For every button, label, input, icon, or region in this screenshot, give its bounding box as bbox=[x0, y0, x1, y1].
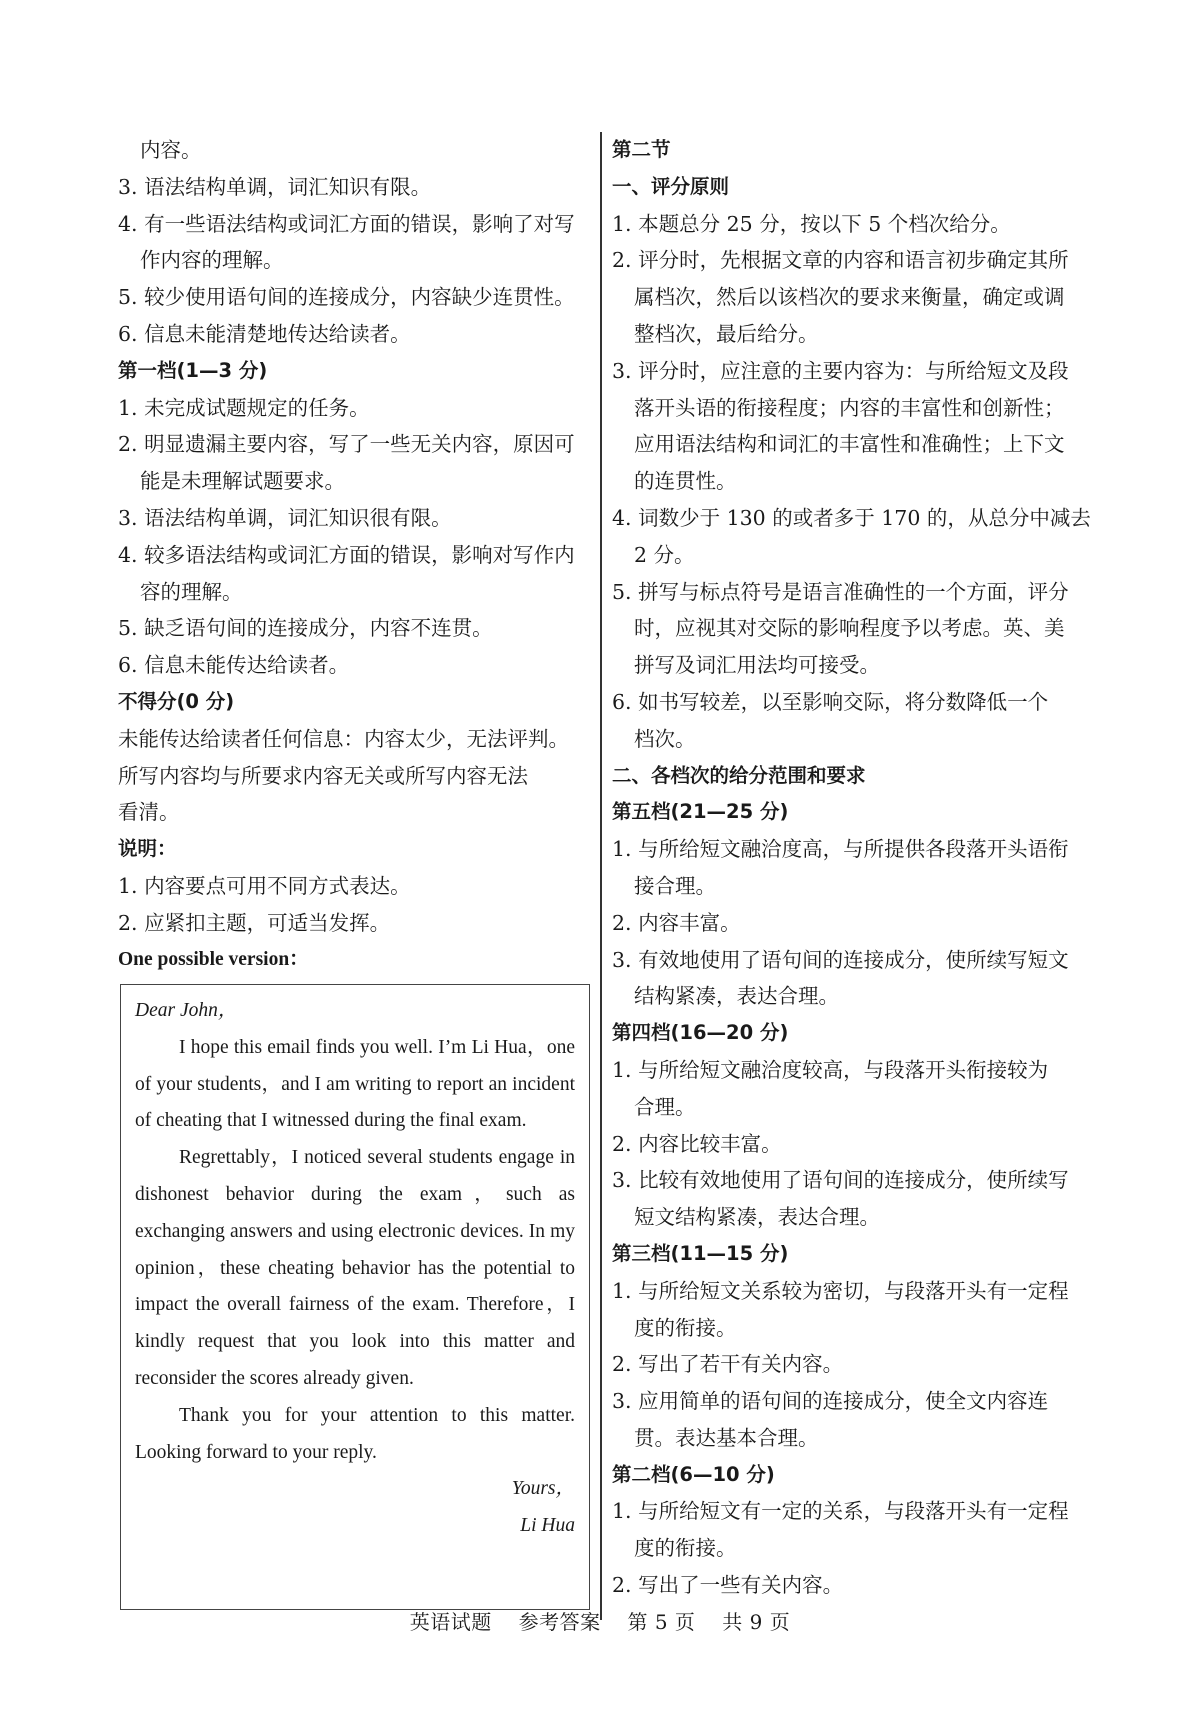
note-lines bbox=[118, 868, 588, 942]
tier3-lines bbox=[612, 1273, 1090, 1457]
tier1-lines bbox=[118, 390, 588, 684]
text-line: 落开头语的衔接程度；内容的丰富性和创新性； bbox=[634, 395, 1065, 420]
tier5-heading: 第五档(21—25 分) bbox=[612, 800, 789, 824]
text-line: 整档次，最后给分。 bbox=[634, 321, 819, 346]
letter-paragraph: I hope this email finds you well. I’m Li Hua，one of your students，and I am writing to report an incident of cheating that I witnessed during the final exam. bbox=[135, 1036, 575, 1132]
text-line: 4. 词数少于 130 的或者多于 170 的，从总分中减去 bbox=[612, 505, 1091, 530]
text-line: 合理。 bbox=[634, 1094, 696, 1119]
text-line: 5. 拼写与标点符号是语言准确性的一个方面，评分 bbox=[612, 579, 1069, 604]
ranges-heading: 二、各档次的给分范围和要求 bbox=[612, 763, 866, 787]
zero-score-lines bbox=[118, 721, 588, 831]
tier2-heading: 第二档(6—10 分) bbox=[612, 1462, 775, 1486]
text-line: 3. 应用简单的语句间的连接成分，使全文内容连 bbox=[612, 1389, 1049, 1414]
left-column bbox=[118, 132, 588, 978]
text-line: 度的衔接。 bbox=[634, 1315, 737, 1340]
principles-heading: 一、评分原则 bbox=[612, 174, 730, 198]
text-line: 3. 比较有效地使用了语句间的连接成分，使所续写 bbox=[612, 1168, 1069, 1193]
text-line: 1. 与所给短文融洽度较高，与段落开头衔接较为 bbox=[612, 1057, 1049, 1082]
letter-closing: Yours， bbox=[511, 1478, 575, 1500]
text-line: 1. 与所给短文融洽度高，与所提供各段落开头语衔 bbox=[612, 837, 1069, 862]
text-line: 2. 写出了一些有关内容。 bbox=[612, 1573, 844, 1598]
tier2-lines bbox=[612, 1493, 1090, 1603]
letter-paragraph: Thank you for your attention to this matter. Looking forward to your reply. bbox=[135, 1404, 575, 1463]
text-line: 看清。 bbox=[118, 800, 180, 825]
text-line: 贯。表达基本合理。 bbox=[634, 1425, 819, 1450]
text-line: 2. 明显遗漏主要内容，写了一些无关内容，原因可 bbox=[118, 432, 575, 457]
text-line: 1. 内容要点可用不同方式表达。 bbox=[118, 873, 411, 898]
tier4-lines bbox=[612, 1052, 1090, 1236]
right-column bbox=[612, 132, 1090, 1604]
letter-paragraph: Regrettably，I noticed several students engage in dishonest behavior during the exam，such as exchanging answers and using electronic devices. In my opinion，these cheating behavior has the potential to impact the overall fairness of the exam. Therefore，I kindly request that you look into this matter and reconsider the scores already given. bbox=[135, 1147, 575, 1389]
footer-total: 共 9 页 bbox=[722, 1610, 791, 1634]
text-line: 2. 评分时，先根据文章的内容和语言初步确定其所 bbox=[612, 248, 1069, 273]
principles-lines bbox=[612, 206, 1090, 758]
text-line: 4. 有一些语法结构或词汇方面的错误，影响了对写 bbox=[118, 211, 575, 236]
text-line: 2. 内容丰富。 bbox=[612, 910, 741, 935]
letter-greeting: Dear John， bbox=[135, 1000, 238, 1021]
page-footer bbox=[0, 1606, 1200, 1635]
tier1-heading: 第一档(1—3 分) bbox=[118, 358, 268, 382]
text-line: 所写内容均与所要求内容无关或所写内容无法 bbox=[118, 763, 528, 788]
footer-page: 第 5 页 bbox=[627, 1610, 696, 1634]
text-line: 6. 信息未能传达给读者。 bbox=[118, 653, 350, 678]
text-line: 能是未理解试题要求。 bbox=[140, 469, 345, 494]
text-line: 应用语法结构和词汇的丰富性和准确性；上下文 bbox=[634, 432, 1065, 457]
text-line: 2. 应紧扣主题，可适当发挥。 bbox=[118, 910, 391, 935]
text-line: 1. 本题总分 25 分，按以下 5 个档次给分。 bbox=[612, 211, 1011, 236]
note-heading: 说明： bbox=[118, 837, 177, 861]
text-line: 2. 内容比较丰富。 bbox=[612, 1131, 782, 1156]
tier5-lines bbox=[612, 831, 1090, 1015]
text-line: 5. 缺乏语句间的连接成分，内容不连贯。 bbox=[118, 616, 493, 641]
text-line: 档次。 bbox=[634, 726, 696, 751]
text-line: 未能传达给读者任何信息：内容太少，无法评判。 bbox=[118, 726, 569, 751]
text-line: 3. 有效地使用了语句间的连接成分，使所续写短文 bbox=[612, 947, 1069, 972]
text-line: 2 分。 bbox=[634, 542, 695, 567]
footer-doc: 参考答案 bbox=[518, 1610, 601, 1634]
text-line: 短文结构紧凑，表达合理。 bbox=[634, 1205, 880, 1230]
left-top-lines bbox=[118, 132, 588, 353]
text-line: 5. 较少使用语句间的连接成分，内容缺少连贯性。 bbox=[118, 285, 575, 310]
text-line: 接合理。 bbox=[634, 873, 716, 898]
text-line: 3. 评分时，应注意的主要内容为：与所给短文及段 bbox=[612, 358, 1069, 383]
text-line: 6. 信息未能清楚地传达给读者。 bbox=[118, 321, 411, 346]
column-divider bbox=[600, 132, 602, 1620]
text-line: 内容。 bbox=[140, 138, 202, 162]
text-line: 2. 写出了若干有关内容。 bbox=[612, 1352, 844, 1377]
text-line: 容的理解。 bbox=[140, 579, 243, 604]
text-line: 度的衔接。 bbox=[634, 1536, 737, 1561]
text-line: 1. 与所给短文有一定的关系，与段落开头有一定程 bbox=[612, 1499, 1069, 1524]
tier4-heading: 第四档(16—20 分) bbox=[612, 1021, 789, 1045]
section-heading: 第二节 bbox=[612, 138, 671, 161]
text-line: 4. 较多语法结构或词汇方面的错误，影响对写作内 bbox=[118, 542, 575, 567]
tier3-heading: 第三档(11—15 分) bbox=[612, 1241, 789, 1265]
text-line: 结构紧凑，表达合理。 bbox=[634, 984, 839, 1009]
text-line: 作内容的理解。 bbox=[140, 248, 284, 273]
text-line: 的连贯性。 bbox=[634, 469, 737, 494]
text-line: 3. 语法结构单调，词汇知识很有限。 bbox=[118, 505, 452, 530]
version-label: One possible version： bbox=[118, 948, 309, 970]
text-line: 6. 如书写较差，以至影响交际，将分数降低一个 bbox=[612, 689, 1049, 714]
letter-signature: Li Hua bbox=[520, 1515, 575, 1537]
text-line: 时，应视其对交际的影响程度予以考虑。英、美 bbox=[634, 616, 1065, 641]
footer-subject: 英语试题 bbox=[409, 1610, 492, 1634]
sample-letter-box bbox=[120, 984, 590, 1610]
text-line: 3. 语法结构单调，词汇知识有限。 bbox=[118, 174, 432, 199]
text-line: 属档次，然后以该档次的要求来衡量，确定或调 bbox=[634, 285, 1065, 310]
text-line: 拼写及词汇用法均可接受。 bbox=[634, 653, 880, 678]
text-line: 1. 未完成试题规定的任务。 bbox=[118, 395, 370, 420]
zero-score-heading: 不得分(0 分) bbox=[118, 689, 235, 713]
text-line: 1. 与所给短文关系较为密切，与段落开头有一定程 bbox=[612, 1278, 1069, 1303]
